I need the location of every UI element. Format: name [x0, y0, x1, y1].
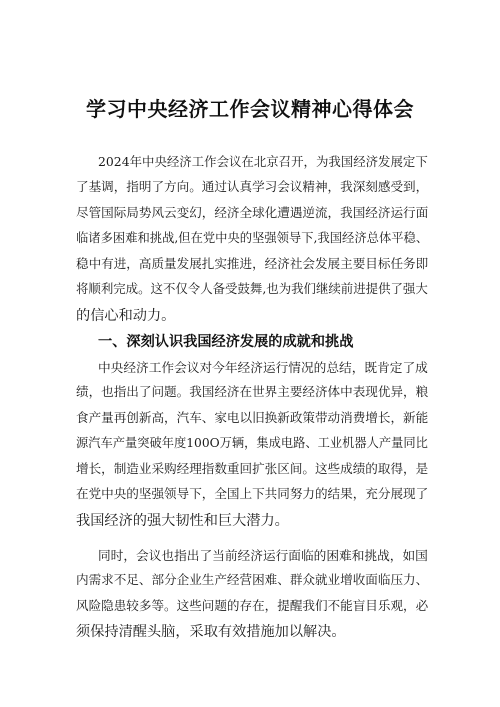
paragraph-2-line-7: 我国经济的强大韧性和巨大潜力。: [76, 513, 289, 529]
document-title: 学习中央经济工作会议精神心得体会: [86, 97, 414, 121]
paragraph-1-line-3: 尽管国际局势风云变幻，经济全球化遭遇逆流，我国经济运行面: [76, 205, 429, 220]
paragraph-1-line-4: 临诸多困难和挑战,但在党中央的坚强领导下,我国经济总体平稳、: [76, 231, 429, 245]
paragraph-3-line-3: 风险隐患较多等。这些问题的存在，提醒我们不能盲目乐观，必: [76, 598, 429, 613]
paragraph-2-line-1: 中央经济工作会议对今年经济运行情况的总结，既肯定了成: [98, 360, 428, 375]
paragraph-1-line-6: 将顺利完成。这不仅令人备受鼓舞,也为我们继续前进提供了强大: [76, 281, 428, 296]
paragraph-3-line-4: 须保持清醒头脑，采取有效措施加以解决。: [76, 624, 346, 640]
paragraph-1-line-7: 的信心和动力。: [76, 308, 176, 324]
paragraph-3-line-1: 同时，会议也指出了当前经济运行面临的困难和挑战，如国: [98, 548, 428, 563]
paragraph-2-line-2: 绩，也指出了问题。我国经济在世界主要经济体中表现优异，粮: [76, 384, 429, 399]
paragraph-1-line-5: 稳中有进，高质量发展扎实推进，经济社会发展主要目标任务即: [76, 256, 429, 271]
paragraph-1-line-2: 了基调，指明了方向。通过认真学习会议精神，我深刻感受到，: [76, 179, 429, 194]
section-heading: 一、深刻认识我国经济发展的成就和挑战: [98, 334, 354, 350]
paragraph-2-line-3: 食产量再创新高，汽车、家电以旧换新政策带动消费增长，新能: [76, 410, 429, 425]
paragraph-2-line-6: 在党中央的坚强领导下，全国上下共同努力的结果，充分展现了: [76, 486, 429, 501]
paragraph-3-line-2: 内需求不足、部分企业生产经营困难、群众就业增收面临压力、: [76, 572, 429, 587]
paragraph-2-line-5: 增长，制造业采购经理指数重回扩张区间。这些成绩的取得，是: [76, 461, 429, 476]
paragraph-2-line-4: 源汽车产量突破年度100O万辆，集成电路、工业机器人产量同比: [76, 436, 428, 450]
paragraph-1-line-1: 2024年中央经济工作会议在北京召开，为我国经济发展定下: [98, 154, 428, 169]
